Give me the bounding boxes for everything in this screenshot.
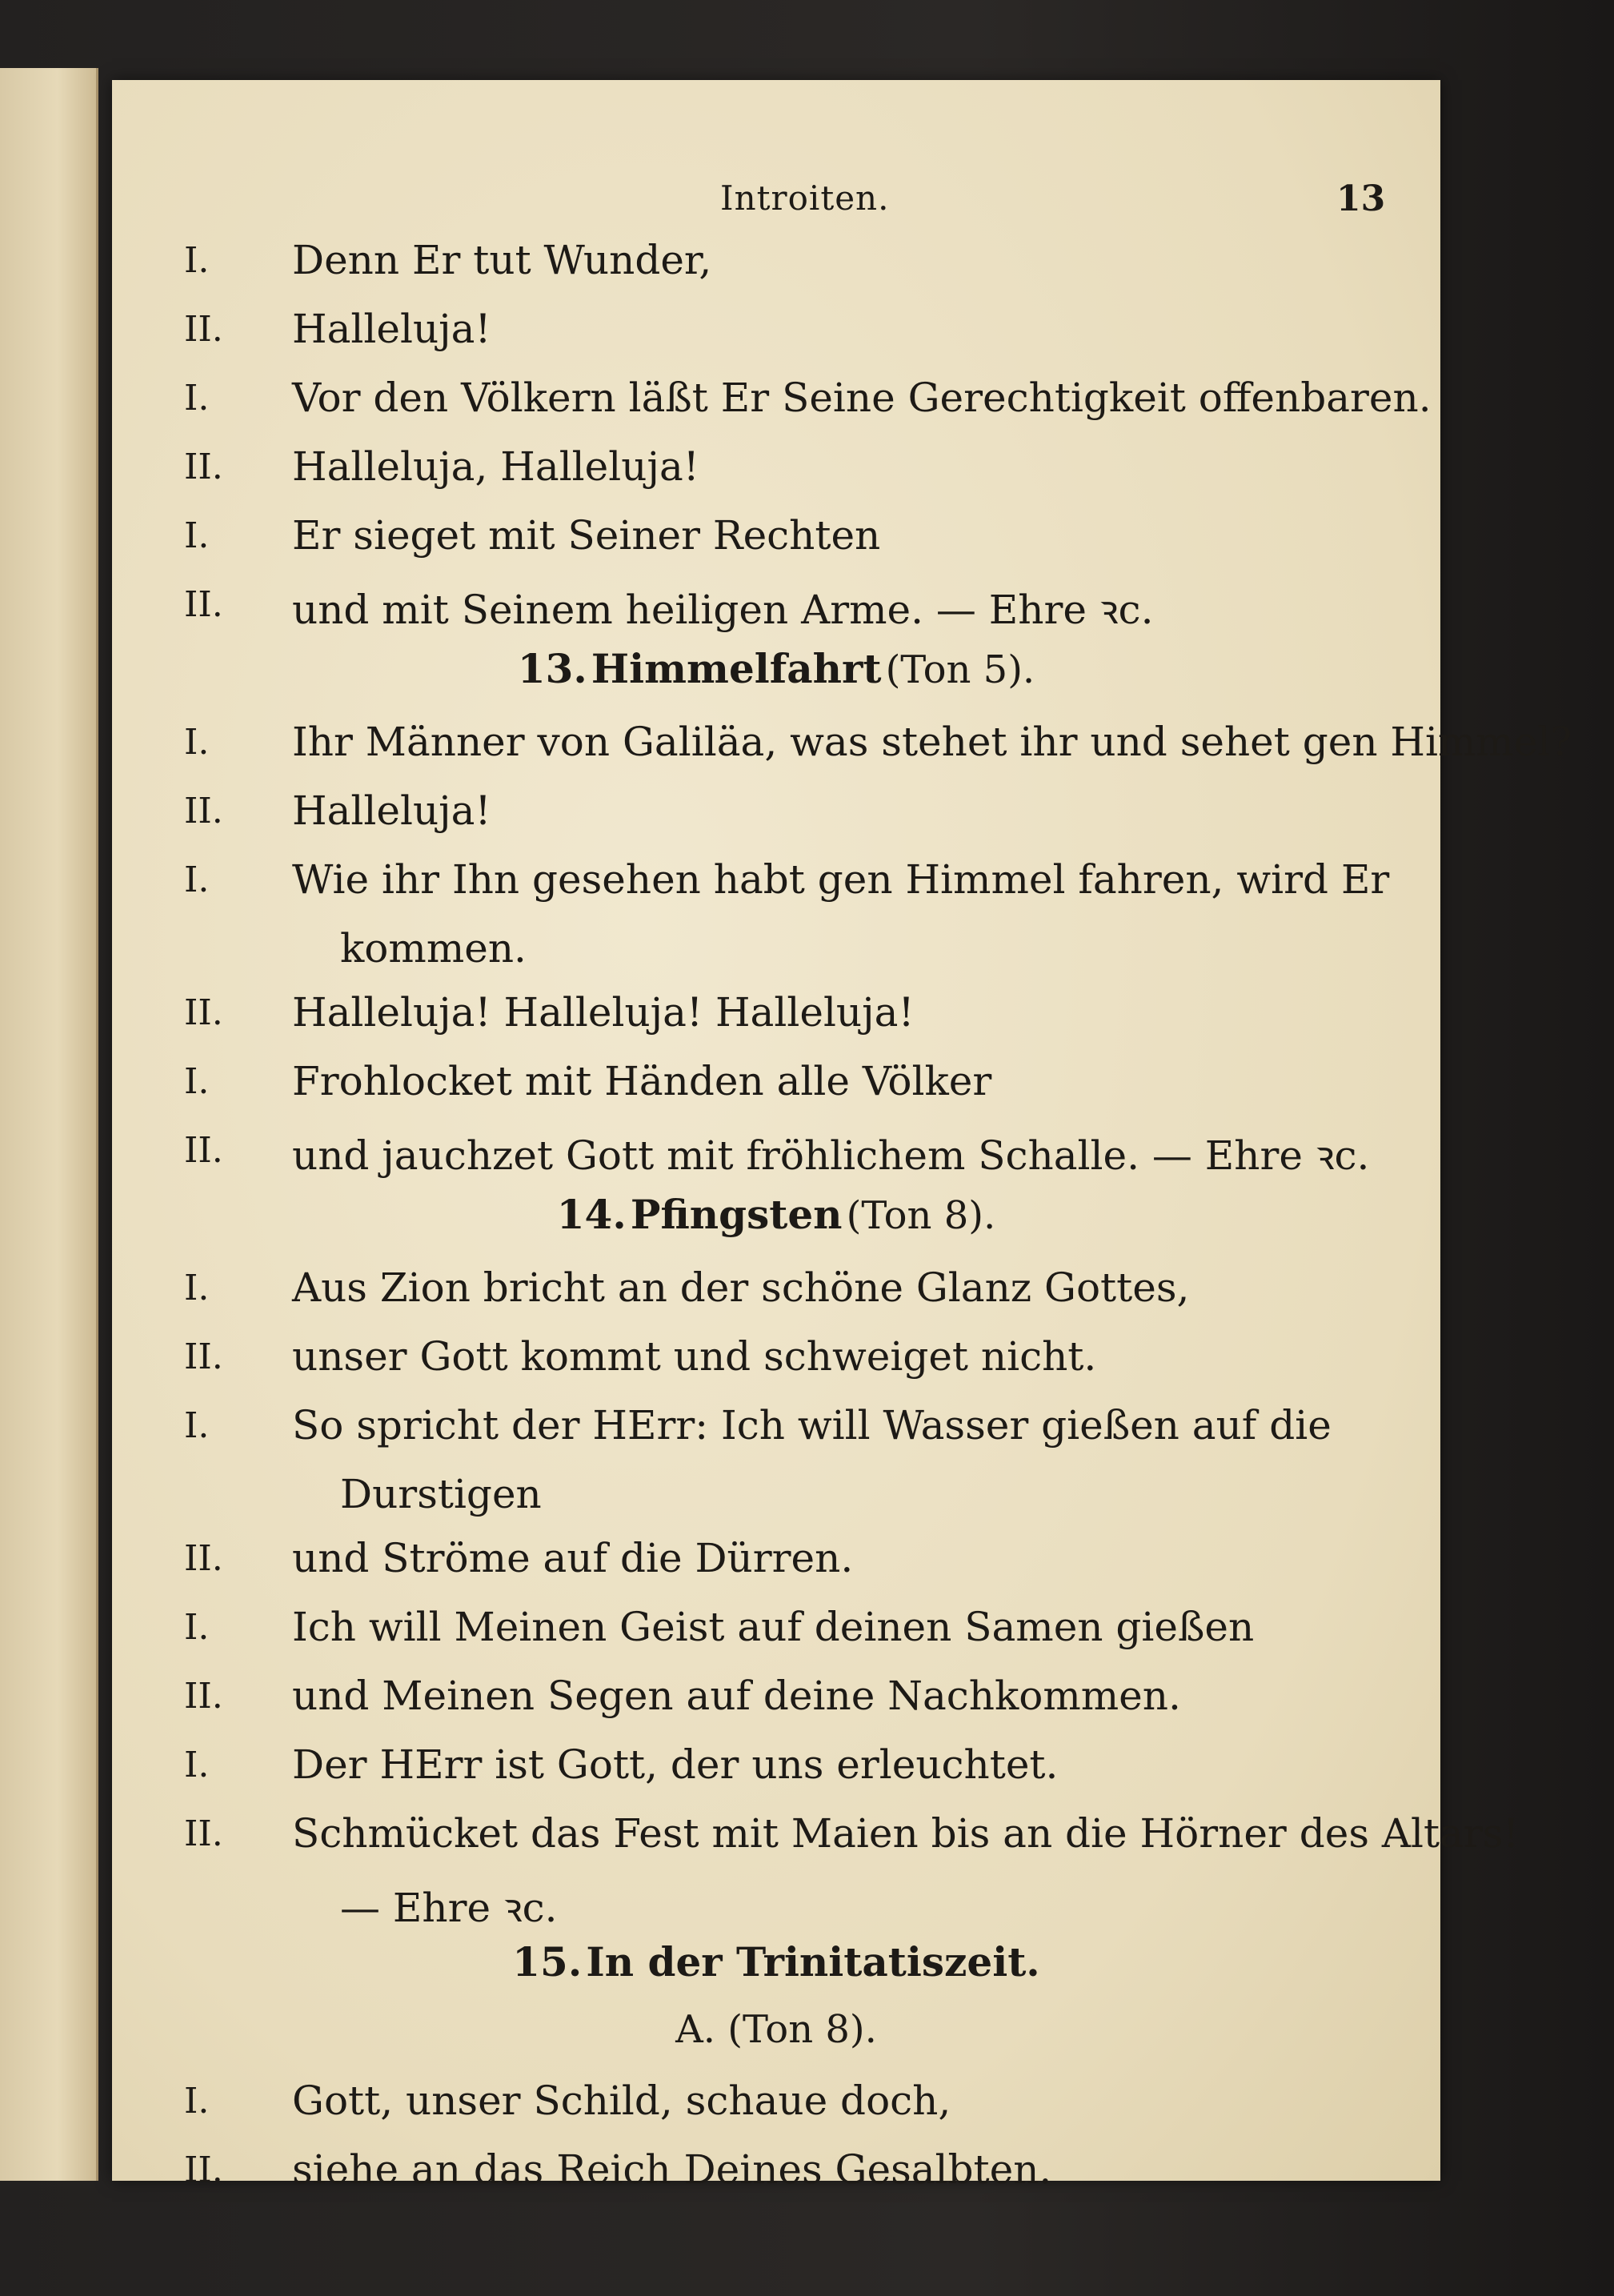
verse-text: und Meinen Segen auf deine Nachkommen. <box>292 1673 1181 1719</box>
verse-text: Durstigen <box>340 1471 542 1517</box>
verse-text: unser Gott kommt und schweiget nicht. <box>292 1333 1097 1380</box>
book-page <box>112 80 1572 2193</box>
choir-marker: II. <box>184 992 223 1033</box>
verse-text: Schmücket das Fest mit Maien bis an die Hörner des Altars! <box>292 1810 1520 1857</box>
verse-line <box>112 439 1440 507</box>
choir-marker: I. <box>184 722 210 763</box>
verse-text: und Ströme auf die Dürren. <box>292 1535 854 1581</box>
verse-text: Gott, unser Schild, schaue doch, <box>292 2078 951 2124</box>
choir-marker: I. <box>184 1268 210 1308</box>
verse-text: Vor den Völkern läßt Er Seine Gerechtigkeit offenbaren. <box>292 375 1432 421</box>
choir-marker: II. <box>184 2150 223 2190</box>
verse-line <box>112 576 1440 645</box>
verse-line <box>112 1530 1440 1599</box>
verse-line <box>112 507 1440 576</box>
verse-text: Halleluja, Halleluja! <box>292 443 699 490</box>
verse-line <box>112 714 1572 783</box>
verse-line <box>112 783 1440 851</box>
running-title: Introiten. <box>720 178 890 218</box>
choir-marker: I. <box>184 2081 210 2122</box>
verse-line <box>112 1328 1440 1397</box>
verse-line <box>112 1260 1440 1328</box>
verse-line <box>112 370 1440 439</box>
section-title: Himmelfahrt <box>591 645 882 692</box>
verse-text: Aus Zion bricht an der schöne Glanz Gottes, <box>292 1264 1190 1311</box>
subsection-heading: A. (Ton 8). <box>675 2007 877 2052</box>
section-number: 13. <box>517 645 587 692</box>
choir-marker: I. <box>184 515 210 556</box>
section-title: Pfingsten <box>630 1191 843 1238</box>
introit-text <box>112 232 1572 2210</box>
choir-marker: I. <box>184 378 210 419</box>
verse-text: siehe an das Reich Deines Gesalbten. <box>292 2146 1052 2193</box>
choir-marker: I. <box>184 859 210 900</box>
verse-continuation <box>112 1874 1440 1938</box>
section-heading <box>112 1938 1440 2007</box>
choir-marker: II. <box>184 309 223 350</box>
verse-line <box>112 232 1440 301</box>
section-heading <box>112 1191 1440 1260</box>
verse-line <box>112 1737 1440 1805</box>
page-header <box>112 172 1440 228</box>
choir-marker: I. <box>184 1745 210 1785</box>
verse-line <box>112 2073 1440 2142</box>
verse-text: — Ehre ꝛc. <box>340 1885 558 1931</box>
choir-marker: II. <box>184 1676 223 1717</box>
choir-marker: II. <box>184 791 223 831</box>
verse-text: und mit Seinem heiligen Arme. — Ehre ꝛc. <box>292 587 1154 633</box>
verse-text: Frohlocket mit Händen alle Völker <box>292 1058 992 1104</box>
page-number: 13 <box>1336 178 1386 219</box>
section-number: 14. <box>556 1191 627 1238</box>
verse-text: kommen. <box>340 925 527 972</box>
verse-text: Wie ihr Ihn gesehen habt gen Himmel fahren, wird Er <box>292 856 1390 903</box>
choir-marker: II. <box>184 1336 223 1377</box>
verse-continuation <box>112 1466 1440 1530</box>
choir-marker: II. <box>184 447 223 487</box>
verse-line <box>112 1053 1440 1122</box>
verse-text: Ich will Meinen Geist auf deinen Samen gießen <box>292 1604 1255 1650</box>
verse-continuation <box>112 920 1440 984</box>
verse-text: Der HErr ist Gott, der uns erleuchtet. <box>292 1741 1059 1788</box>
verse-text: Halleluja! <box>292 787 491 834</box>
verse-text: Denn Er tut Wunder, <box>292 237 712 283</box>
choir-marker: II. <box>184 1538 223 1579</box>
verse-line <box>112 1805 1520 1874</box>
verse-line <box>112 984 1440 1053</box>
section-tone: (Ton 8). <box>846 1193 996 1238</box>
verse-text: Er sieget mit Seiner Rechten <box>292 512 881 559</box>
section-tone: (Ton 5). <box>885 647 1035 692</box>
choir-marker: I. <box>184 1061 210 1102</box>
verse-line <box>112 851 1440 920</box>
verse-line <box>112 301 1440 370</box>
section-number: 15. <box>512 1938 583 1985</box>
choir-marker: I. <box>184 1405 210 1446</box>
verse-line <box>112 1668 1440 1737</box>
choir-marker: II. <box>184 1130 223 1171</box>
left-page-edge <box>0 68 98 2181</box>
verse-text: Ihr Männer von Galiläa, was stehet ihr und sehet gen Himmel? <box>292 719 1572 765</box>
section-heading <box>112 645 1440 714</box>
verse-line <box>112 2142 1440 2210</box>
choir-marker: I. <box>184 240 210 281</box>
verse-text: So spricht der HErr: Ich will Wasser gießen auf die <box>292 1402 1332 1449</box>
choir-marker: I. <box>184 1607 210 1648</box>
verse-line <box>112 1122 1440 1191</box>
verse-line <box>112 1599 1440 1668</box>
verse-line <box>112 1397 1440 1466</box>
section-title: In der Trinitatiszeit. <box>586 1938 1040 1985</box>
verse-text: Halleluja! Halleluja! Halleluja! <box>292 989 915 1036</box>
choir-marker: II. <box>184 584 223 625</box>
choir-marker: II. <box>184 1813 223 1854</box>
verse-text: und jauchzet Gott mit fröhlichem Schalle. — Ehre ꝛc. <box>292 1132 1370 1179</box>
verse-text: Halleluja! <box>292 306 491 352</box>
